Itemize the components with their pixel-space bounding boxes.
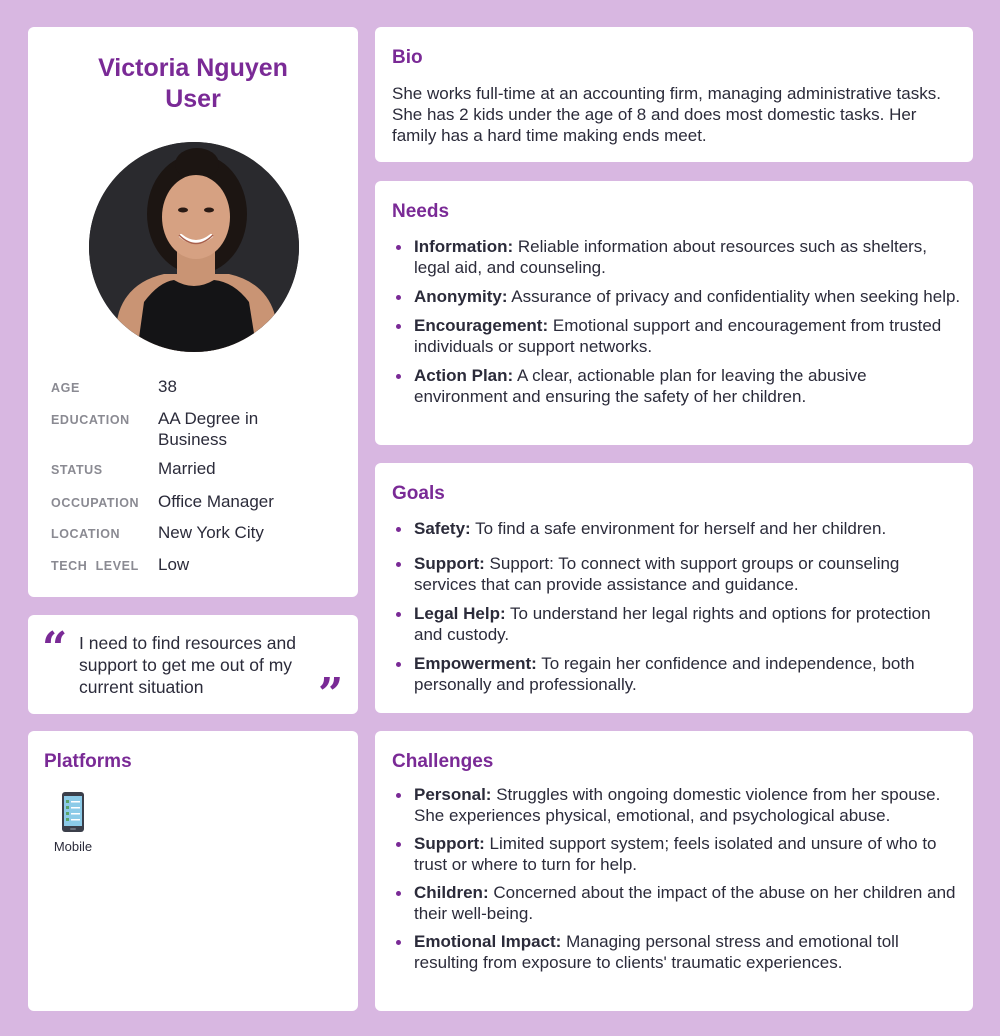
attribute-label: AGE	[51, 381, 80, 395]
item-text: Concerned about the impact of the abuse on her children and their well-being.	[414, 883, 956, 923]
bio-card	[375, 27, 973, 162]
list-item	[392, 365, 962, 407]
item-label: Anonymity:	[414, 287, 508, 306]
persona-name: Victoria Nguyen	[98, 54, 288, 82]
item-text: Assurance of privacy and confidentiality when seeking help.	[507, 287, 961, 306]
list-item	[392, 833, 962, 875]
bullet-icon	[396, 793, 401, 798]
challenges-list	[392, 784, 962, 973]
item-text: Limited support system; feels isolated and unsure of who to trust or where to turn for help.	[414, 834, 937, 874]
attribute-label: EDUCATION	[51, 413, 130, 427]
attribute-value: 38	[158, 377, 177, 396]
list-item	[392, 784, 962, 826]
bullet-icon	[396, 842, 401, 847]
item-label: Support:	[414, 834, 485, 853]
bullet-icon	[396, 527, 401, 532]
quote-text: I need to find resources and support to get me out of my current situation	[79, 633, 296, 697]
item-text: To regain her confidence and independence, both personally and professionally.	[414, 654, 915, 694]
item-label: Safety:	[414, 519, 471, 538]
platform-label-mobile: Mobile	[53, 839, 93, 854]
item-label: Action Plan:	[414, 366, 514, 385]
item-text: To understand her legal rights and options for protection and custody.	[414, 604, 931, 644]
avatar-portrait-image	[89, 142, 299, 352]
persona-role: User	[165, 85, 221, 113]
item-text: Struggles with ongoing domestic violence from her spouse. She experiences physical, emotional, and psychological abuse.	[414, 785, 941, 825]
item-label: Empowerment:	[414, 654, 537, 673]
bullet-icon	[396, 295, 401, 300]
quote-card	[28, 615, 358, 720]
bullet-icon	[396, 662, 401, 667]
bullet-icon	[396, 940, 401, 945]
attribute-label: OCCUPATION	[51, 496, 140, 510]
list-item	[392, 931, 962, 973]
attribute-label: LOCATION	[51, 527, 121, 541]
platforms-card	[28, 731, 358, 1011]
attribute-label: STATUS	[51, 463, 103, 477]
mobile-phone-icon	[61, 791, 85, 833]
close-quote-icon: ”	[318, 669, 344, 720]
attribute-value: Married	[158, 459, 216, 478]
attribute-value: New York City	[158, 523, 264, 542]
challenges-card	[375, 731, 973, 1011]
bullet-icon	[396, 891, 401, 896]
item-text: Emotional support and encouragement from trusted individuals or support networks.	[414, 316, 942, 356]
attribute-value: Office Manager	[158, 492, 274, 511]
bullet-icon	[396, 324, 401, 329]
open-quote-icon: “	[42, 623, 68, 674]
item-text: A clear, actionable plan for leaving the abusive environment and ensuring the safety of her children.	[414, 366, 867, 406]
item-text: To find a safe environment for herself and her children.	[470, 519, 887, 538]
attribute-value: AA Degree in Business	[158, 409, 259, 449]
item-label: Encouragement:	[414, 316, 549, 335]
bullet-icon	[396, 374, 401, 379]
goals-list	[392, 518, 962, 695]
challenges-heading: Challenges	[392, 751, 494, 772]
item-label: Children:	[414, 883, 489, 902]
attribute-label: TECH LEVEL	[51, 559, 139, 573]
item-text: Reliable information about resources such as shelters, legal aid, and counseling.	[414, 237, 928, 277]
goals-heading: Goals	[392, 483, 445, 504]
needs-list	[392, 236, 962, 407]
list-item	[392, 653, 962, 695]
item-label: Emotional Impact:	[414, 932, 562, 951]
bullet-icon	[396, 562, 401, 567]
item-label: Support:	[414, 554, 485, 573]
list-item	[392, 553, 962, 595]
list-item	[392, 882, 962, 924]
attribute-value: Low	[158, 555, 190, 574]
goals-card	[375, 463, 973, 713]
persona-header	[28, 53, 358, 115]
item-label: Personal:	[414, 785, 492, 804]
profile-card	[28, 27, 358, 597]
list-item	[392, 236, 962, 278]
list-item	[392, 286, 962, 307]
bio-text: She works full-time at an accounting firm, managing administrative tasks. She has 2 kids under the age of 8 and does most domestic tasks. Her family has a hard time making ends meet.	[392, 84, 941, 145]
item-text: Managing personal stress and emotional toll resulting from exposure to clients' traumatic experiences.	[414, 932, 899, 972]
platforms-heading: Platforms	[44, 751, 132, 772]
bullet-icon	[396, 245, 401, 250]
list-item	[392, 315, 962, 357]
bio-heading: Bio	[392, 47, 423, 68]
avatar	[89, 142, 299, 352]
item-label: Legal Help:	[414, 604, 506, 623]
list-item	[392, 518, 962, 539]
item-label: Information:	[414, 237, 514, 256]
list-item	[392, 603, 962, 645]
needs-card	[375, 181, 973, 445]
item-text: Support: To connect with support groups or counseling services that can provide assistance and guidance.	[414, 554, 900, 594]
bullet-icon	[396, 612, 401, 617]
needs-heading: Needs	[392, 201, 450, 222]
